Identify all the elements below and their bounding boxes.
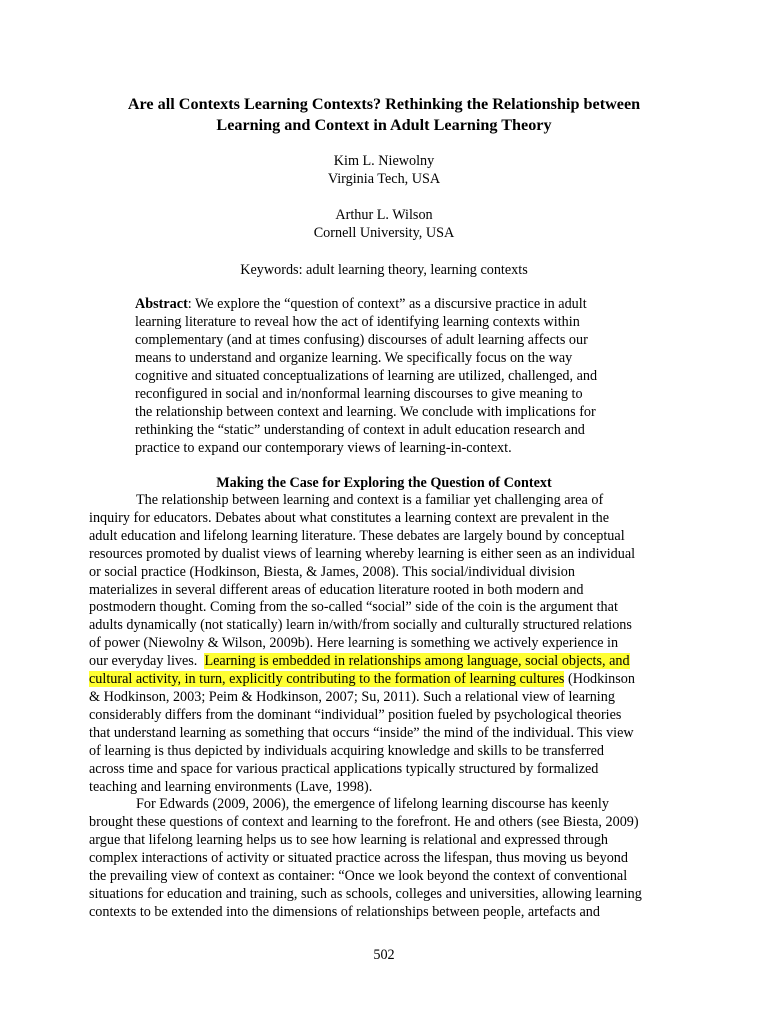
paragraph-line: resources promoted by dualist views of learning whereby learning is either seen as an individual: [89, 545, 636, 562]
highlighted-text: cultural activity, in turn, explicitly contributing to the formation of learning cultures: [89, 671, 565, 688]
paragraph-text: our everyday lives.: [89, 653, 205, 670]
paper-title-line-1: Are all Contexts Learning Contexts? Rethinking the Relationship between: [127, 95, 641, 113]
author-name: Kim L. Niewolny: [333, 153, 435, 169]
abstract-label: Abstract: [135, 296, 188, 312]
abstract-line: the relationship between context and learning. We conclude with implications for: [135, 404, 596, 420]
paragraph-line: or social practice (Hodkinson, Biesta, & James, 2008). This social/individual division: [89, 563, 575, 580]
paper-title: [60, 94, 708, 136]
paragraph-line: that understand learning as something that occurs “inside” the mind of the individual. This view: [89, 724, 634, 741]
highlighted-text: Learning is embedded in relationships among language, social objects, and: [204, 653, 630, 670]
section-heading: Making the Case for Exploring the Question of Context: [216, 475, 552, 491]
abstract-line: cognitive and situated conceptualizations of learning are utilized, challenged, and: [135, 368, 598, 384]
abstract-line: [135, 295, 635, 313]
paragraph-line: brought these questions of context and learning to the forefront. He and others (see Biesta, 2009): [89, 814, 639, 831]
paragraph-line: inquiry for educators. Debates about what constitutes a learning context are prevalent in the: [89, 509, 610, 526]
paragraph-line: complex interactions of activity or situated practice across the lifespan, thus moving us beyond: [89, 850, 628, 867]
paragraph-line: of learning is thus depicted by individuals acquiring knowledge and skills to be transferred: [89, 742, 604, 759]
paragraph-line: adults dynamically (not statically) learn in/with/from socially and culturally structured relations: [89, 617, 632, 634]
abstract: [135, 295, 635, 457]
paragraph-line: postmodern thought. Coming from the so-called “social” side of the coin is the argument that: [89, 599, 618, 616]
paragraph-line: situations for education and training, such as schools, colleges and universities, allowing learning: [89, 885, 642, 902]
abstract-line: practice to expand our contemporary views of learning-in-context.: [135, 440, 512, 456]
abstract-line: reconfigured in social and in/nonformal learning discourses to give meaning to: [135, 386, 583, 402]
page-number: 502: [373, 947, 395, 963]
paragraph-line: & Hodkinson, 2003; Peim & Hodkinson, 2007; Su, 2011). Such a relational view of learning: [89, 688, 615, 705]
paragraph-line: contexts to be extended into the dimensions of relationships between people, artefacts and: [89, 903, 600, 920]
paper-title-line-2: Learning and Context in Adult Learning Theory: [216, 116, 552, 134]
abstract-line-text: : We explore the “question of context” as a discursive practice in adult: [187, 296, 587, 312]
paragraph-line: considerably differs from the dominant “individual” position fueled by psychological theories: [89, 706, 622, 723]
author-block-2: [0, 206, 768, 242]
abstract-line: rethinking the “static” understanding of context in adult education research and: [135, 422, 585, 438]
paragraph-line: materializes in several different areas of education literature rooted in both modern and: [89, 581, 584, 598]
abstract-line: learning literature to reveal how the act of identifying learning contexts within: [135, 314, 580, 330]
paragraph-line: teaching and learning environments (Lave, 1998).: [89, 778, 373, 795]
paragraph-text: (Hodkinson: [564, 671, 635, 688]
paragraph-line: the prevailing view of context as container: “Once we look beyond the context of conventional: [89, 868, 628, 885]
paragraph-line: The relationship between learning and context is a familiar yet challenging area of: [136, 492, 604, 508]
author-affiliation: Cornell University, USA: [313, 225, 455, 241]
paragraph-line: For Edwards (2009, 2006), the emergence of lifelong learning discourse has keenly: [136, 796, 609, 813]
abstract-line: means to understand and organize learning. We specifically focus on the way: [135, 350, 573, 366]
paragraph-line: of power (Niewolny & Wilson, 2009b). Here learning is something we actively experience in: [89, 635, 619, 652]
body-text: [89, 492, 689, 922]
keywords-line: Keywords: adult learning theory, learning contexts: [240, 262, 528, 278]
author-block-1: [0, 152, 768, 188]
author-affiliation: Virginia Tech, USA: [327, 171, 441, 187]
abstract-line: complementary (and at times confusing) discourses of adult learning affects our: [135, 332, 588, 348]
paragraph-line: adult education and lifelong learning literature. These debates are largely bound by conceptual: [89, 527, 625, 544]
paragraph-line: [89, 653, 689, 671]
paragraph-line: [89, 671, 689, 689]
paragraph-line: argue that lifelong learning helps us to see how learning is relational and expressed through: [89, 832, 609, 849]
author-name: Arthur L. Wilson: [335, 207, 433, 223]
paragraph-line: across time and space for various practical applications typically structured by formalized: [89, 760, 599, 777]
